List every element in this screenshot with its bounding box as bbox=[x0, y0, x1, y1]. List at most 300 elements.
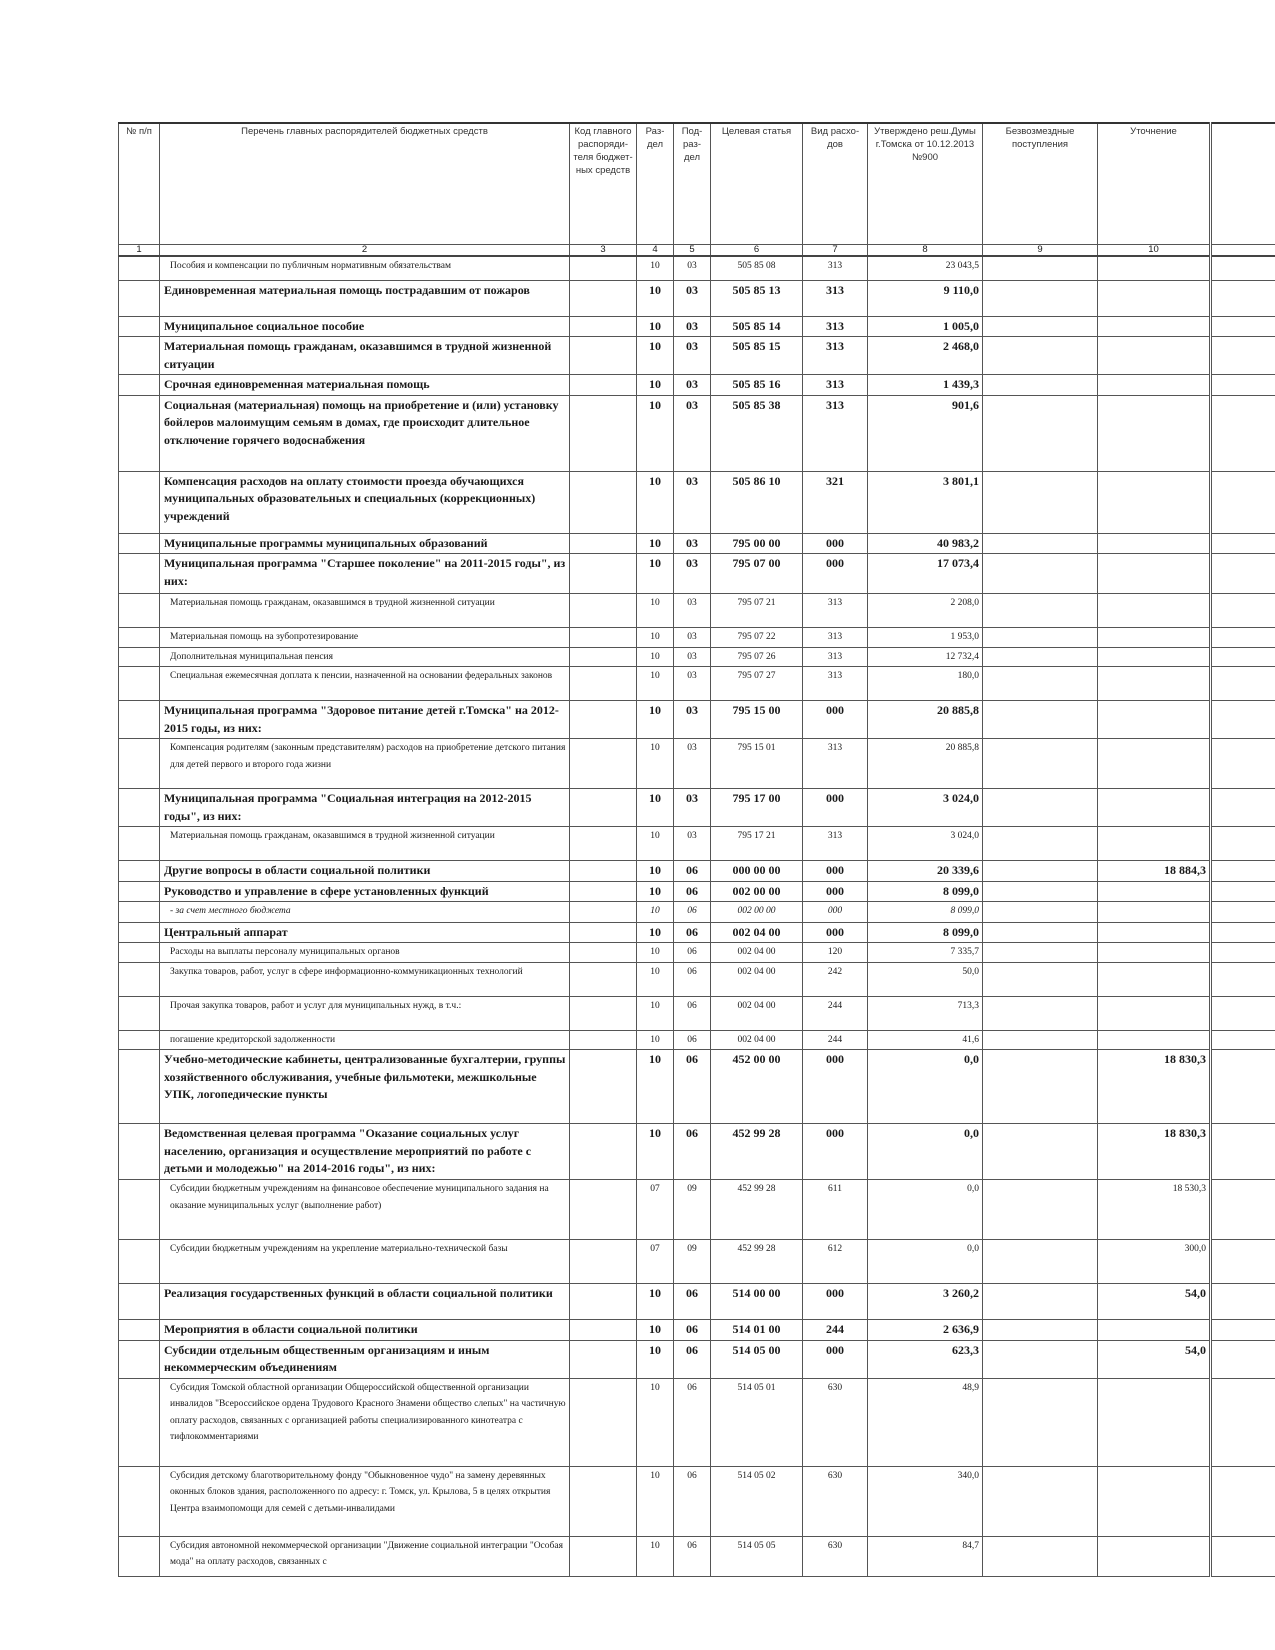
row-name: Муниципальная программа "Старшее поколение" на 2011-2015 годы", из них: bbox=[160, 554, 570, 594]
table-row bbox=[119, 827, 1275, 861]
row-razdel: 10 bbox=[637, 280, 674, 316]
row-approved: 8 099,0 bbox=[868, 902, 983, 923]
row-code bbox=[570, 375, 637, 396]
row-extra bbox=[1211, 337, 1275, 375]
row-extra bbox=[1211, 256, 1275, 280]
table-row bbox=[119, 1050, 1275, 1124]
row-name: Специальная ежемесячная доплата к пенсии, назначенной на основании федеральных законов bbox=[160, 667, 570, 701]
row-code bbox=[570, 902, 637, 923]
row-razdel: 10 bbox=[637, 1378, 674, 1466]
row-clarification bbox=[1098, 628, 1211, 648]
row-podrazdel: 06 bbox=[674, 902, 711, 923]
row-target-article: 795 07 27 bbox=[711, 667, 803, 701]
row-name: Ведомственная целевая программа "Оказание социальных услуг населению, организация и осуществление мероприятий по работе с детьми и молодежью" на 2014-2016 годы", из них: bbox=[160, 1124, 570, 1180]
row-number bbox=[119, 881, 160, 902]
table-row bbox=[119, 962, 1275, 996]
row-code bbox=[570, 1320, 637, 1341]
row-expense-type: 313 bbox=[803, 337, 868, 375]
table-row bbox=[119, 1180, 1275, 1240]
row-gratuitous bbox=[983, 922, 1098, 943]
row-approved: 48,9 bbox=[868, 1378, 983, 1466]
row-extra bbox=[1211, 1284, 1275, 1320]
row-gratuitous bbox=[983, 280, 1098, 316]
row-target-article: 795 07 00 bbox=[711, 554, 803, 594]
row-extra bbox=[1211, 1050, 1275, 1124]
table-row bbox=[119, 1320, 1275, 1341]
row-name: Мероприятия в области социальной политики bbox=[160, 1320, 570, 1341]
row-clarification bbox=[1098, 667, 1211, 701]
table-row bbox=[119, 1340, 1275, 1378]
row-clarification bbox=[1098, 881, 1211, 902]
row-number bbox=[119, 594, 160, 628]
row-name: Расходы на выплаты персоналу муниципальных органов bbox=[160, 943, 570, 963]
row-razdel: 10 bbox=[637, 1124, 674, 1180]
row-clarification bbox=[1098, 962, 1211, 996]
row-clarification bbox=[1098, 739, 1211, 789]
table-row bbox=[119, 533, 1275, 554]
row-razdel: 10 bbox=[637, 996, 674, 1030]
col-number: 8 bbox=[868, 245, 983, 257]
table-row bbox=[119, 1466, 1275, 1536]
row-name: погашение кредиторской задолженности bbox=[160, 1030, 570, 1050]
row-clarification bbox=[1098, 594, 1211, 628]
col-header-extra bbox=[1211, 123, 1275, 245]
row-code bbox=[570, 1240, 637, 1284]
row-target-article: 795 15 01 bbox=[711, 739, 803, 789]
row-razdel: 10 bbox=[637, 943, 674, 963]
row-target-article: 505 85 15 bbox=[711, 337, 803, 375]
table-body bbox=[119, 256, 1275, 1576]
row-extra bbox=[1211, 922, 1275, 943]
row-podrazdel: 06 bbox=[674, 861, 711, 882]
row-code bbox=[570, 922, 637, 943]
row-razdel: 10 bbox=[637, 902, 674, 923]
row-extra bbox=[1211, 1466, 1275, 1536]
row-target-article: 795 07 22 bbox=[711, 628, 803, 648]
col-number: 9 bbox=[983, 245, 1098, 257]
row-clarification bbox=[1098, 1320, 1211, 1341]
row-gratuitous bbox=[983, 1030, 1098, 1050]
row-number bbox=[119, 739, 160, 789]
row-name: Прочая закупка товаров, работ и услуг для муниципальных нужд, в т.ч.: bbox=[160, 996, 570, 1030]
row-gratuitous bbox=[983, 375, 1098, 396]
row-gratuitous bbox=[983, 395, 1098, 471]
row-razdel: 10 bbox=[637, 1030, 674, 1050]
row-target-article: 002 04 00 bbox=[711, 943, 803, 963]
row-target-article: 514 05 01 bbox=[711, 1378, 803, 1466]
row-target-article: 795 15 00 bbox=[711, 701, 803, 739]
col-number: 7 bbox=[803, 245, 868, 257]
row-clarification bbox=[1098, 395, 1211, 471]
table-row bbox=[119, 739, 1275, 789]
table-row bbox=[119, 594, 1275, 628]
col-number bbox=[1211, 245, 1275, 257]
table-row bbox=[119, 1378, 1275, 1466]
row-gratuitous bbox=[983, 316, 1098, 337]
row-code bbox=[570, 789, 637, 827]
row-name: Муниципальная программа "Социальная интеграция на 2012-2015 годы", из них: bbox=[160, 789, 570, 827]
row-podrazdel: 03 bbox=[674, 739, 711, 789]
table-row bbox=[119, 280, 1275, 316]
row-gratuitous bbox=[983, 739, 1098, 789]
row-code bbox=[570, 1536, 637, 1576]
row-clarification bbox=[1098, 280, 1211, 316]
row-podrazdel: 03 bbox=[674, 628, 711, 648]
row-gratuitous bbox=[983, 554, 1098, 594]
col-number: 6 bbox=[711, 245, 803, 257]
row-gratuitous bbox=[983, 943, 1098, 963]
col-header-gratuitous: Безвозмездные поступления bbox=[983, 123, 1098, 245]
row-clarification bbox=[1098, 1030, 1211, 1050]
row-razdel: 10 bbox=[637, 337, 674, 375]
row-code bbox=[570, 1466, 637, 1536]
row-expense-type: 000 bbox=[803, 1284, 868, 1320]
row-code bbox=[570, 1378, 637, 1466]
row-gratuitous bbox=[983, 1240, 1098, 1284]
row-code bbox=[570, 280, 637, 316]
row-podrazdel: 06 bbox=[674, 1340, 711, 1378]
row-clarification bbox=[1098, 789, 1211, 827]
row-approved: 40 983,2 bbox=[868, 533, 983, 554]
row-gratuitous bbox=[983, 881, 1098, 902]
row-expense-type: 000 bbox=[803, 922, 868, 943]
row-razdel: 10 bbox=[637, 1320, 674, 1341]
row-podrazdel: 03 bbox=[674, 827, 711, 861]
row-number bbox=[119, 395, 160, 471]
row-razdel: 07 bbox=[637, 1180, 674, 1240]
row-code bbox=[570, 962, 637, 996]
row-expense-type: 000 bbox=[803, 861, 868, 882]
row-razdel: 10 bbox=[637, 667, 674, 701]
row-podrazdel: 06 bbox=[674, 1536, 711, 1576]
row-number bbox=[119, 861, 160, 882]
row-podrazdel: 06 bbox=[674, 943, 711, 963]
row-podrazdel: 06 bbox=[674, 922, 711, 943]
row-clarification: 54,0 bbox=[1098, 1284, 1211, 1320]
row-target-article: 795 07 21 bbox=[711, 594, 803, 628]
row-number bbox=[119, 667, 160, 701]
row-code bbox=[570, 471, 637, 533]
row-approved: 8 099,0 bbox=[868, 922, 983, 943]
table-row bbox=[119, 647, 1275, 667]
row-podrazdel: 03 bbox=[674, 280, 711, 316]
row-approved: 1 439,3 bbox=[868, 375, 983, 396]
row-podrazdel: 03 bbox=[674, 375, 711, 396]
row-target-article: 452 00 00 bbox=[711, 1050, 803, 1124]
table-row bbox=[119, 789, 1275, 827]
row-gratuitous bbox=[983, 1050, 1098, 1124]
row-gratuitous bbox=[983, 1340, 1098, 1378]
column-number-row bbox=[119, 245, 1275, 257]
row-clarification bbox=[1098, 375, 1211, 396]
row-gratuitous bbox=[983, 1124, 1098, 1180]
row-name: Субсидия автономной некоммерческой организации "Движение социальной интеграции "Особая мода" на оплату расходов, связанных с bbox=[160, 1536, 570, 1576]
row-gratuitous bbox=[983, 471, 1098, 533]
table-row bbox=[119, 1240, 1275, 1284]
row-clarification: 300,0 bbox=[1098, 1240, 1211, 1284]
row-code bbox=[570, 1340, 637, 1378]
row-gratuitous bbox=[983, 789, 1098, 827]
row-code bbox=[570, 533, 637, 554]
col-number: 5 bbox=[674, 245, 711, 257]
row-extra bbox=[1211, 533, 1275, 554]
row-target-article: 795 17 21 bbox=[711, 827, 803, 861]
row-code bbox=[570, 628, 637, 648]
row-podrazdel: 09 bbox=[674, 1180, 711, 1240]
row-number bbox=[119, 996, 160, 1030]
row-name: Срочная единовременная материальная помощь bbox=[160, 375, 570, 396]
row-extra bbox=[1211, 943, 1275, 963]
row-expense-type: 321 bbox=[803, 471, 868, 533]
row-number bbox=[119, 1536, 160, 1576]
row-name: Субсидии отдельным общественным организациям и иным некоммерческим объединениям bbox=[160, 1340, 570, 1378]
row-podrazdel: 03 bbox=[674, 594, 711, 628]
row-approved: 0,0 bbox=[868, 1180, 983, 1240]
row-target-article: 795 00 00 bbox=[711, 533, 803, 554]
row-clarification: 18 884,3 bbox=[1098, 861, 1211, 882]
row-number bbox=[119, 902, 160, 923]
row-target-article: 002 04 00 bbox=[711, 922, 803, 943]
row-razdel: 10 bbox=[637, 594, 674, 628]
row-expense-type: 630 bbox=[803, 1378, 868, 1466]
row-code bbox=[570, 701, 637, 739]
row-number bbox=[119, 1240, 160, 1284]
row-name: Муниципальная программа "Здоровое питание детей г.Томска" на 2012-2015 годы, из них: bbox=[160, 701, 570, 739]
row-code bbox=[570, 667, 637, 701]
row-gratuitous bbox=[983, 647, 1098, 667]
row-number bbox=[119, 1466, 160, 1536]
row-approved: 340,0 bbox=[868, 1466, 983, 1536]
row-clarification bbox=[1098, 1536, 1211, 1576]
row-name: Материальная помощь гражданам, оказавшимся в трудной жизненной ситуации bbox=[160, 594, 570, 628]
row-target-article: 505 85 08 bbox=[711, 256, 803, 280]
row-gratuitous bbox=[983, 1180, 1098, 1240]
row-approved: 50,0 bbox=[868, 962, 983, 996]
row-clarification bbox=[1098, 533, 1211, 554]
row-extra bbox=[1211, 1340, 1275, 1378]
row-podrazdel: 03 bbox=[674, 256, 711, 280]
row-target-article: 002 04 00 bbox=[711, 1030, 803, 1050]
row-extra bbox=[1211, 881, 1275, 902]
row-podrazdel: 06 bbox=[674, 1284, 711, 1320]
row-approved: 84,7 bbox=[868, 1536, 983, 1576]
row-razdel: 10 bbox=[637, 881, 674, 902]
row-clarification bbox=[1098, 943, 1211, 963]
row-extra bbox=[1211, 594, 1275, 628]
table-row bbox=[119, 554, 1275, 594]
table-row bbox=[119, 902, 1275, 923]
row-extra bbox=[1211, 1030, 1275, 1050]
row-approved: 17 073,4 bbox=[868, 554, 983, 594]
row-extra bbox=[1211, 1180, 1275, 1240]
row-approved: 3 801,1 bbox=[868, 471, 983, 533]
row-target-article: 795 07 26 bbox=[711, 647, 803, 667]
table-row bbox=[119, 1536, 1275, 1576]
row-code bbox=[570, 337, 637, 375]
row-podrazdel: 03 bbox=[674, 789, 711, 827]
row-razdel: 10 bbox=[637, 533, 674, 554]
row-podrazdel: 03 bbox=[674, 395, 711, 471]
row-extra bbox=[1211, 1320, 1275, 1341]
col-number: 4 bbox=[637, 245, 674, 257]
row-razdel: 07 bbox=[637, 1240, 674, 1284]
row-extra bbox=[1211, 1536, 1275, 1576]
row-name: Другие вопросы в области социальной политики bbox=[160, 861, 570, 882]
table-row bbox=[119, 1124, 1275, 1180]
row-target-article: 514 05 00 bbox=[711, 1340, 803, 1378]
row-expense-type: 000 bbox=[803, 1050, 868, 1124]
row-expense-type: 000 bbox=[803, 789, 868, 827]
row-extra bbox=[1211, 739, 1275, 789]
row-expense-type: 000 bbox=[803, 881, 868, 902]
row-code bbox=[570, 594, 637, 628]
row-podrazdel: 06 bbox=[674, 1378, 711, 1466]
row-podrazdel: 09 bbox=[674, 1240, 711, 1284]
row-approved: 1 953,0 bbox=[868, 628, 983, 648]
row-expense-type: 313 bbox=[803, 375, 868, 396]
row-expense-type: 313 bbox=[803, 628, 868, 648]
table-row bbox=[119, 395, 1275, 471]
row-approved: 2 208,0 bbox=[868, 594, 983, 628]
row-clarification bbox=[1098, 256, 1211, 280]
table-row bbox=[119, 1284, 1275, 1320]
row-number bbox=[119, 647, 160, 667]
row-podrazdel: 03 bbox=[674, 471, 711, 533]
row-gratuitous bbox=[983, 1320, 1098, 1341]
row-approved: 3 260,2 bbox=[868, 1284, 983, 1320]
row-clarification bbox=[1098, 554, 1211, 594]
row-razdel: 10 bbox=[637, 922, 674, 943]
row-name: Субсидии бюджетным учреждениям на укрепление материально-технической базы bbox=[160, 1240, 570, 1284]
row-number bbox=[119, 1320, 160, 1341]
row-extra bbox=[1211, 1378, 1275, 1466]
row-extra bbox=[1211, 1240, 1275, 1284]
table-row bbox=[119, 922, 1275, 943]
row-podrazdel: 03 bbox=[674, 647, 711, 667]
col-header-name: Перечень главных распорядителей бюджетных средств bbox=[160, 123, 570, 245]
row-podrazdel: 06 bbox=[674, 962, 711, 996]
col-header-expense-type: Вид расхо- дов bbox=[803, 123, 868, 245]
row-approved: 23 043,5 bbox=[868, 256, 983, 280]
row-clarification bbox=[1098, 902, 1211, 923]
row-extra bbox=[1211, 789, 1275, 827]
row-razdel: 10 bbox=[637, 375, 674, 396]
row-target-article: 002 00 00 bbox=[711, 881, 803, 902]
col-number: 1 bbox=[119, 245, 160, 257]
row-approved: 8 099,0 bbox=[868, 881, 983, 902]
row-clarification bbox=[1098, 316, 1211, 337]
row-gratuitous bbox=[983, 996, 1098, 1030]
row-approved: 41,6 bbox=[868, 1030, 983, 1050]
row-name: - за счет местного бюджета bbox=[160, 902, 570, 923]
row-approved: 1 005,0 bbox=[868, 316, 983, 337]
row-name: Дополнительная муниципальная пенсия bbox=[160, 647, 570, 667]
row-extra bbox=[1211, 554, 1275, 594]
row-number bbox=[119, 827, 160, 861]
row-razdel: 10 bbox=[637, 861, 674, 882]
row-number bbox=[119, 316, 160, 337]
row-code bbox=[570, 881, 637, 902]
row-target-article: 505 85 14 bbox=[711, 316, 803, 337]
row-gratuitous bbox=[983, 1378, 1098, 1466]
row-approved: 2 468,0 bbox=[868, 337, 983, 375]
row-expense-type: 000 bbox=[803, 701, 868, 739]
row-extra bbox=[1211, 827, 1275, 861]
table-row bbox=[119, 701, 1275, 739]
row-razdel: 10 bbox=[637, 554, 674, 594]
row-approved: 2 636,9 bbox=[868, 1320, 983, 1341]
row-number bbox=[119, 628, 160, 648]
row-expense-type: 242 bbox=[803, 962, 868, 996]
row-expense-type: 313 bbox=[803, 667, 868, 701]
row-podrazdel: 06 bbox=[674, 1050, 711, 1124]
table-row bbox=[119, 337, 1275, 375]
row-razdel: 10 bbox=[637, 471, 674, 533]
row-razdel: 10 bbox=[637, 1050, 674, 1124]
row-target-article: 452 99 28 bbox=[711, 1124, 803, 1180]
table-row bbox=[119, 471, 1275, 533]
row-code bbox=[570, 1030, 637, 1050]
row-gratuitous bbox=[983, 533, 1098, 554]
row-expense-type: 244 bbox=[803, 1320, 868, 1341]
table-row bbox=[119, 996, 1275, 1030]
row-code bbox=[570, 1284, 637, 1320]
row-gratuitous bbox=[983, 861, 1098, 882]
row-clarification: 18 530,3 bbox=[1098, 1180, 1211, 1240]
row-podrazdel: 06 bbox=[674, 1320, 711, 1341]
row-gratuitous bbox=[983, 667, 1098, 701]
row-podrazdel: 06 bbox=[674, 881, 711, 902]
row-razdel: 10 bbox=[637, 1466, 674, 1536]
row-target-article: 505 85 38 bbox=[711, 395, 803, 471]
row-expense-type: 244 bbox=[803, 1030, 868, 1050]
row-name: Муниципальные программы муниципальных образований bbox=[160, 533, 570, 554]
row-number bbox=[119, 533, 160, 554]
row-target-article: 452 99 28 bbox=[711, 1240, 803, 1284]
row-number bbox=[119, 789, 160, 827]
row-code bbox=[570, 316, 637, 337]
row-approved: 0,0 bbox=[868, 1124, 983, 1180]
row-gratuitous bbox=[983, 1284, 1098, 1320]
row-number bbox=[119, 337, 160, 375]
row-code bbox=[570, 861, 637, 882]
row-extra bbox=[1211, 902, 1275, 923]
row-code bbox=[570, 827, 637, 861]
row-approved: 0,0 bbox=[868, 1050, 983, 1124]
row-number bbox=[119, 256, 160, 280]
budget-table-sheet bbox=[118, 122, 1275, 1577]
row-name: Закупка товаров, работ, услуг в сфере информационно-коммуникационных технологий bbox=[160, 962, 570, 996]
row-number bbox=[119, 1378, 160, 1466]
row-clarification bbox=[1098, 1466, 1211, 1536]
row-gratuitous bbox=[983, 701, 1098, 739]
row-number bbox=[119, 922, 160, 943]
row-expense-type: 611 bbox=[803, 1180, 868, 1240]
row-clarification bbox=[1098, 922, 1211, 943]
row-podrazdel: 03 bbox=[674, 316, 711, 337]
col-number: 10 bbox=[1098, 245, 1211, 257]
row-expense-type: 313 bbox=[803, 647, 868, 667]
row-approved: 713,3 bbox=[868, 996, 983, 1030]
row-gratuitous bbox=[983, 1466, 1098, 1536]
row-expense-type: 630 bbox=[803, 1466, 868, 1536]
table-row bbox=[119, 375, 1275, 396]
table-row bbox=[119, 1030, 1275, 1050]
row-approved: 3 024,0 bbox=[868, 827, 983, 861]
row-approved: 20 339,6 bbox=[868, 861, 983, 882]
row-razdel: 10 bbox=[637, 739, 674, 789]
row-podrazdel: 06 bbox=[674, 996, 711, 1030]
